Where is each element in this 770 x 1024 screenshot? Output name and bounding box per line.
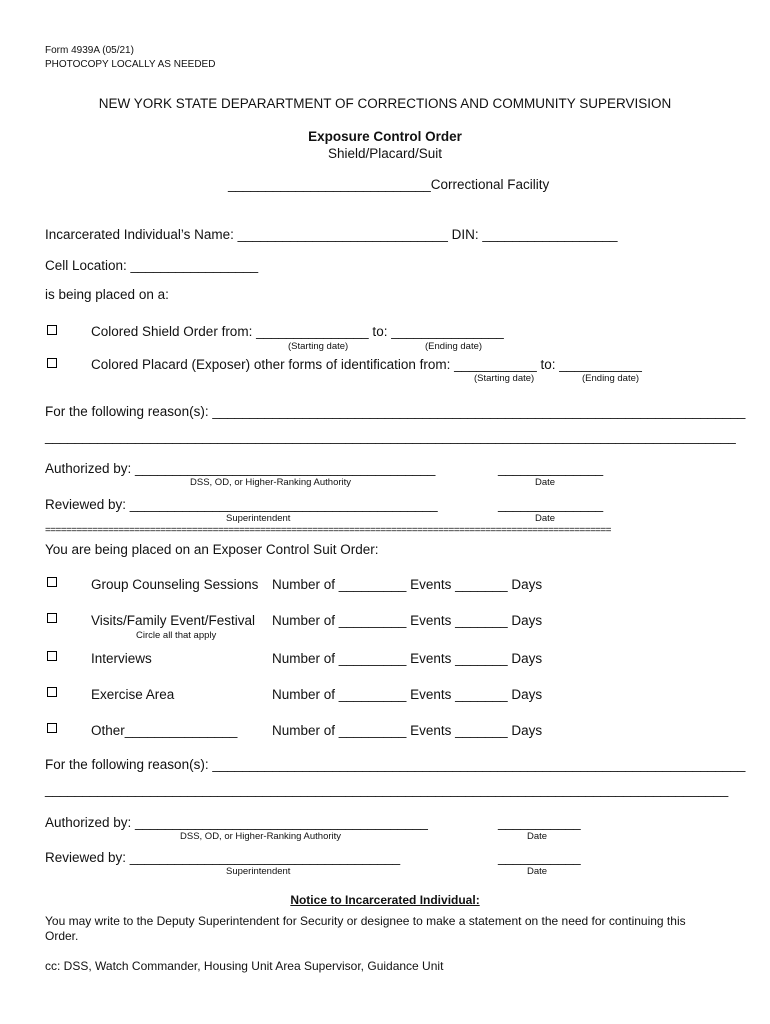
circle-all-note: Circle all that apply xyxy=(136,630,217,641)
shield-end-caption: (Ending date) xyxy=(425,341,483,352)
section-divider: ============================================================================================================ xyxy=(45,525,611,536)
suit-row-label: Visits/Family Event/Festival xyxy=(91,613,256,628)
reviewed-by-field[interactable]: Reviewed by: _________________________________________ xyxy=(45,497,438,512)
reviewed-date-field[interactable]: ______________ xyxy=(498,497,604,512)
interviews-checkbox[interactable] xyxy=(47,651,57,661)
notice-text: You may write to the Deputy Superintendent for Security or designee to make a statement on the need for continuing this xyxy=(45,914,686,928)
shield-order-checkbox[interactable] xyxy=(47,325,57,335)
suit-row-count[interactable]: Number of _________ Events _______ Days xyxy=(272,577,543,592)
suit-row-count[interactable]: Number of _________ Events _______ Days xyxy=(272,723,543,738)
placard-field[interactable]: Colored Placard (Exposer) other forms of identification from: ___________ to: ___________ xyxy=(91,357,642,372)
suit-reasons-field-continued[interactable]: ___________________________________________________________________________________________ xyxy=(45,782,729,797)
reasons-field[interactable]: For the following reason(s): _______________________________________________________________________ xyxy=(45,404,746,419)
suit-intro: You are being placed on an Exposer Control Suit Order: xyxy=(45,542,379,557)
suit-authorized-by-caption: DSS, OD, or Higher-Ranking Authority xyxy=(180,831,342,842)
cc-line: cc: DSS, Watch Commander, Housing Unit Area Supervisor, Guidance Unit xyxy=(45,959,444,973)
suit-reasons-field[interactable]: For the following reason(s): _______________________________________________________________________ xyxy=(45,757,746,772)
placard-start-caption: (Starting date) xyxy=(474,373,535,384)
suit-row-count[interactable]: Number of _________ Events _______ Days xyxy=(272,651,543,666)
photocopy-note: PHOTOCOPY LOCALLY AS NEEDED xyxy=(45,59,216,70)
placard-checkbox[interactable] xyxy=(47,358,57,368)
suit-row-label: Interviews xyxy=(91,651,152,666)
visits-checkbox[interactable] xyxy=(47,613,57,623)
notice-heading: Notice to Incarcerated Individual: xyxy=(290,893,480,907)
facility-field[interactable]: ___________________________Correctional Facility xyxy=(228,177,550,192)
suit-authorized-date-field[interactable]: ___________ xyxy=(498,815,581,830)
authorized-date-field[interactable]: ______________ xyxy=(498,461,604,476)
suit-reviewed-by-field[interactable]: Reviewed by: ____________________________________ xyxy=(45,850,401,865)
reasons-field-continued[interactable]: ____________________________________________________________________________________________ xyxy=(45,429,736,444)
notice-text-continued: Order. xyxy=(45,929,79,943)
suit-row-count[interactable]: Number of _________ Events _______ Days xyxy=(272,613,543,628)
shield-order-field[interactable]: Colored Shield Order from: _______________ to: _______________ xyxy=(91,324,504,339)
form-subtitle: Shield/Placard/Suit xyxy=(327,146,443,161)
authorized-date-caption: Date xyxy=(535,477,556,488)
suit-row-count[interactable]: Number of _________ Events _______ Days xyxy=(272,687,543,702)
placed-on-label: is being placed on a: xyxy=(45,287,169,302)
suit-row-label: Exercise Area xyxy=(91,687,175,702)
suit-reviewed-date-caption: Date xyxy=(527,866,548,877)
suit-reviewed-date-field[interactable]: ___________ xyxy=(498,850,581,865)
suit-authorized-date-caption: Date xyxy=(527,831,548,842)
group-counseling-checkbox[interactable] xyxy=(47,577,57,587)
name-din-field[interactable]: Incarcerated Individual’s Name: ____________________________ DIN: __________________ xyxy=(45,227,618,242)
agency-name: NEW YORK STATE DEPARARTMENT OF CORRECTIONS AND COMMUNITY SUPERVISION xyxy=(98,96,672,111)
form-title: Exposure Control Order xyxy=(308,129,462,144)
authorized-by-caption: DSS, OD, or Higher-Ranking Authority xyxy=(190,477,352,488)
shield-start-caption: (Starting date) xyxy=(288,341,349,352)
suit-reviewed-by-caption: Superintendent xyxy=(226,866,291,877)
suit-row-label: Group Counseling Sessions xyxy=(91,577,259,592)
cell-location-field[interactable]: Cell Location: _________________ xyxy=(45,258,259,273)
reviewed-date-caption: Date xyxy=(535,513,556,524)
placard-end-caption: (Ending date) xyxy=(582,373,640,384)
authorized-by-field[interactable]: Authorized by: ________________________________________ xyxy=(45,461,436,476)
suit-authorized-by-field[interactable]: Authorized by: _______________________________________ xyxy=(45,815,428,830)
exercise-area-checkbox[interactable] xyxy=(47,687,57,697)
reviewed-by-caption: Superintendent xyxy=(226,513,291,524)
other-checkbox[interactable] xyxy=(47,723,57,733)
form-number: Form 4939A (05/21) xyxy=(45,45,134,56)
suit-row-label[interactable]: Other_______________ xyxy=(91,723,238,738)
